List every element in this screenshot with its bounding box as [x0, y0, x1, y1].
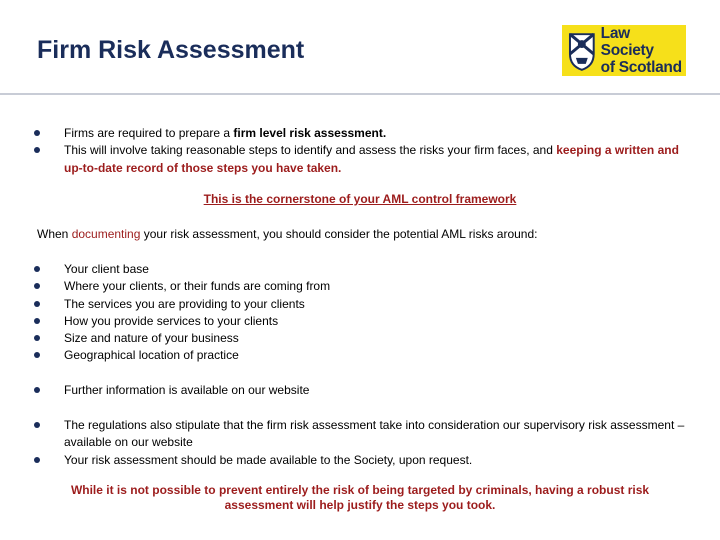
list-item: Further information is available on our website — [34, 382, 694, 399]
list-item: Firms are required to prepare a firm level risk assessment. — [34, 125, 694, 142]
bullet-icon — [34, 266, 40, 272]
bullet-icon — [34, 335, 40, 341]
header-divider — [0, 93, 720, 95]
scottish-crest-icon — [567, 30, 597, 72]
bullet-icon — [34, 422, 40, 428]
bullet-icon — [34, 147, 40, 153]
list-item: This will involve taking reasonable steps to identify and assess the risks your firm faces, and keeping a written and up-to-date record of those steps you have taken. — [34, 142, 694, 177]
closing-statement: While it is not possible to prevent entirely the risk of being targeted by criminals, having a robust risk assessment will help justify the steps you took. — [70, 483, 650, 512]
logo-line-2: of Scotland — [600, 59, 682, 76]
list-item: Geographical location of practice — [34, 347, 694, 364]
list-item: Your risk assessment should be made available to the Society, upon request. — [34, 452, 694, 469]
bullet-icon — [34, 301, 40, 307]
list-item: The services you are providing to your clients — [34, 296, 694, 313]
cornerstone-statement: This is the cornerstone of your AML control framework — [203, 192, 517, 206]
page-title: Firm Risk Assessment — [37, 36, 305, 64]
further-info-list — [34, 382, 694, 399]
bullet-icon — [34, 318, 40, 324]
law-society-logo — [562, 25, 686, 76]
intro-text: When documenting your risk assessment, you should consider the potential AML risks around: — [37, 227, 538, 241]
top-bullet-list — [34, 125, 694, 177]
regulations-list — [34, 417, 694, 469]
risk-list — [34, 261, 694, 365]
logo-line-1: Law Society — [600, 25, 654, 59]
list-item: Your client base — [34, 261, 694, 278]
list-item: Size and nature of your business — [34, 330, 694, 347]
bullet-icon — [34, 457, 40, 463]
bullet-icon — [34, 352, 40, 358]
bullet-icon — [34, 283, 40, 289]
list-item: How you provide services to your clients — [34, 313, 694, 330]
list-item: Where your clients, or their funds are coming from — [34, 278, 694, 295]
bullet-icon — [34, 387, 40, 393]
bullet-icon — [34, 130, 40, 136]
list-item: The regulations also stipulate that the firm risk assessment take into consideration our supervisory risk assessment – available on our website — [34, 417, 694, 452]
